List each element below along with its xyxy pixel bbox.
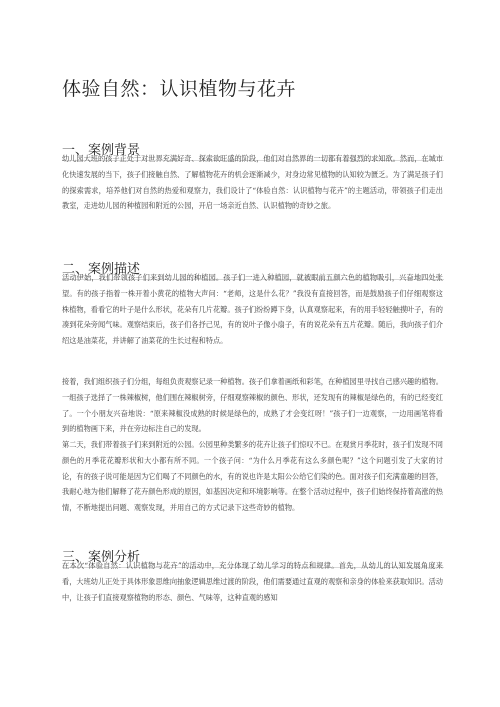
description-paragraph-1: 活动伊始，我们带领孩子们来到幼儿园的种植园。孩子们一进入种植园，就被眼前五颜六色的植物吸引，兴奋地四处张望。有的孩子指着一株开着小黄花的植物大声问：“老师，这是什么花？”我没有直接回答，而是鼓励孩子们仔细观察这株植物，看看它的叶子是什么形状，花朵有几片花瓣。孩子们纷纷蹲下身，认真观察起来，有的用手轻轻触摸叶子，有的凑到花朵旁闻气味。观察结束后，孩子们各抒己见，有的说叶子像小扇子，有的说花朵有五片花瓣。随后，我向孩子们介绍这是油菜花，并讲解了油菜花的生长过程和特点。 [62, 273, 443, 346]
description-paragraph-2: 接着，我们组织孩子们分组，每组负责观察记录一种植物。孩子们拿着画纸和彩笔，在种植园里寻找自己感兴趣的植物。一组孩子选择了一株辣椒树，他们围在辣椒树旁，仔细观察辣椒的颜色、形状，还发现有的辣椒是绿色的，有的已经变红了。一个小朋友兴奋地说：“原来辣椒没成熟的时候是绿色的，成熟了才会变红呀！”孩子们一边观察，一边用画笔将看到的植物画下来，并在旁边标注自己的发现。 [62, 377, 443, 434]
description-paragraph-3: 第二天，我们带着孩子们来到附近的公园。公园里种类繁多的花卉让孩子们惊叹不已。在观赏月季花时，孩子们发现不同颜色的月季花花瓣形状和大小都有所不同。一个孩子问：“为什么月季花有这么多颜色呢？”这个问题引发了大家的讨论，有的孩子说可能是因为它们喝了不同颜色的水，有的说也许是太阳公公给它们染的色。面对孩子们充满童趣的回答，我耐心地为他们解释了花卉颜色形成的原因，如基因决定和环境影响等。在整个活动过程中，孩子们始终保持着高涨的热情，不断地提出问题、观察发现，并用自己的方式记录下这些奇妙的植物。 [62, 440, 443, 513]
section-heading-background: 一、案例背景 [62, 143, 141, 158]
section-heading-analysis: 三、案例分析 [62, 550, 141, 565]
section-heading-description: 二、案例描述 [62, 262, 141, 277]
analysis-paragraph: 在本次“体验自然：认识植物与花卉”的活动中，充分体现了幼儿学习的特点和规律。首先，从幼儿的认知发展角度来看，大班幼儿正处于具体形象思维向抽象逻辑思维过渡的阶段，他们需要通过直观的观察和亲身的体验来获取知识。活动中，让孩子们直接观察植物的形态、颜色、气味等，这种直观的感知 [62, 561, 443, 602]
document-title: 体验自然：认识植物与花卉 [62, 78, 297, 100]
background-paragraph: 幼儿园大班的孩子正处于对世界充满好奇、探索欲旺盛的阶段，他们对自然界的一切都有着强烈的求知欲。然而，在城市化快速发展的当下，孩子们接触自然、了解植物花卉的机会逐渐减少，对身边常见植物的认知较为匮乏。为了满足孩子们的探索需求，培养他们对自然的热爱和观察力，我们设计了“体验自然：认识植物与花卉”的主题活动，带领孩子们走出教室，走进幼儿园的种植园和附近的公园，开启一场亲近自然、认识植物的奇妙之旅。 [62, 154, 443, 211]
